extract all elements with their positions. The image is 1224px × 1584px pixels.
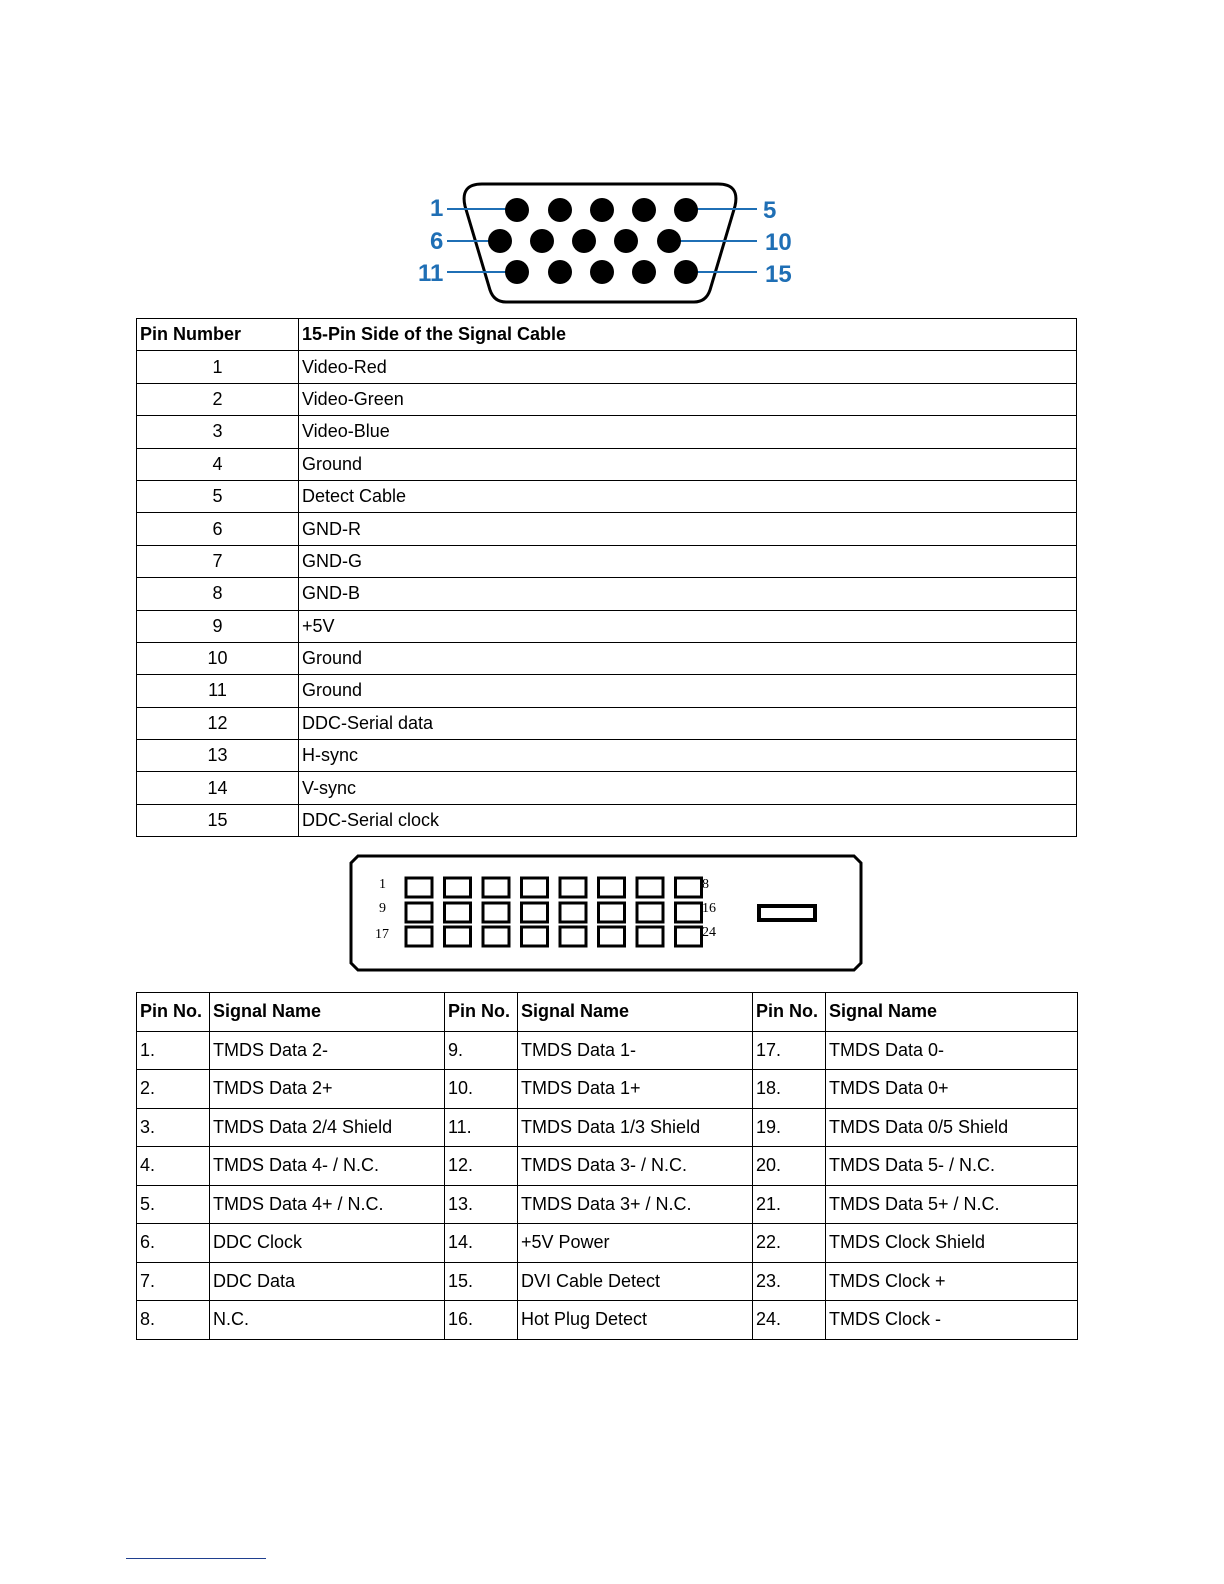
signal-name-cell: TMDS Clock + xyxy=(826,1262,1078,1301)
pin-no-cell: 10. xyxy=(445,1070,518,1109)
vga-pin xyxy=(632,260,656,284)
signal-cell: H-sync xyxy=(299,740,1077,772)
table-row xyxy=(137,1031,1078,1070)
dvi-pin xyxy=(406,878,432,897)
signal-name-cell: TMDS Data 0/5 Shield xyxy=(826,1108,1078,1147)
pin-number-cell: 7 xyxy=(137,545,299,577)
table-row xyxy=(137,448,1077,480)
vga-label-5: 5 xyxy=(763,197,777,224)
vga-table-body xyxy=(137,351,1077,837)
dvi-pin xyxy=(522,878,548,897)
signal-cell: +5V xyxy=(299,610,1077,642)
vga-label-1: 1 xyxy=(430,195,444,222)
vga-pin-table xyxy=(136,318,1077,837)
table-row xyxy=(137,740,1077,772)
table-row xyxy=(137,578,1077,610)
dvi-pin-table xyxy=(136,992,1078,1340)
signal-name-cell: TMDS Clock Shield xyxy=(826,1224,1078,1263)
pin-number-cell: 2 xyxy=(137,383,299,415)
dvi-label-8: 8 xyxy=(702,877,709,892)
table-row xyxy=(137,675,1077,707)
table-row xyxy=(137,804,1077,836)
pin-no-cell: 2. xyxy=(137,1070,210,1109)
signal-name-cell: TMDS Clock - xyxy=(826,1301,1078,1340)
pin-number-cell: 15 xyxy=(137,804,299,836)
dvi-table-body xyxy=(137,1031,1078,1339)
column-header-pin-no: Pin No. xyxy=(753,993,826,1032)
vga-pins xyxy=(488,198,698,284)
vga-pin xyxy=(548,260,572,284)
vga-pin xyxy=(488,229,512,253)
table-row xyxy=(137,351,1077,383)
vga-pin xyxy=(674,260,698,284)
signal-name-cell: TMDS Data 1+ xyxy=(518,1070,753,1109)
column-header-signal: 15-Pin Side of the Signal Cable xyxy=(299,319,1077,351)
pin-no-cell: 21. xyxy=(753,1185,826,1224)
table-row xyxy=(137,610,1077,642)
dvi-label-1: 1 xyxy=(379,877,386,892)
dvi-pins xyxy=(406,878,702,946)
dvi-pin xyxy=(445,927,471,946)
pin-number-cell: 9 xyxy=(137,610,299,642)
pin-no-cell: 19. xyxy=(753,1108,826,1147)
table-row xyxy=(137,545,1077,577)
signal-name-cell: N.C. xyxy=(210,1301,445,1340)
pin-no-cell: 22. xyxy=(753,1224,826,1263)
signal-cell: Video-Green xyxy=(299,383,1077,415)
table-row xyxy=(137,1070,1078,1109)
dvi-pin xyxy=(599,878,625,897)
signal-cell: V-sync xyxy=(299,772,1077,804)
dvi-pin xyxy=(522,903,548,922)
signal-cell: Detect Cable xyxy=(299,480,1077,512)
signal-name-cell: TMDS Data 4+ / N.C. xyxy=(210,1185,445,1224)
signal-cell: Ground xyxy=(299,642,1077,674)
footnote-separator xyxy=(126,1558,266,1559)
pin-no-cell: 8. xyxy=(137,1301,210,1340)
pin-no-cell: 20. xyxy=(753,1147,826,1186)
signal-name-cell: TMDS Data 0+ xyxy=(826,1070,1078,1109)
signal-cell: DDC-Serial data xyxy=(299,707,1077,739)
vga-pin xyxy=(590,260,614,284)
vga-label-6: 6 xyxy=(430,228,444,255)
pin-no-cell: 6. xyxy=(137,1224,210,1263)
signal-cell: Video-Red xyxy=(299,351,1077,383)
signal-cell: GND-R xyxy=(299,513,1077,545)
vga-label-11: 11 xyxy=(418,260,444,287)
dvi-pin xyxy=(483,927,509,946)
dvi-pin xyxy=(483,903,509,922)
table-row xyxy=(137,416,1077,448)
pin-no-cell: 14. xyxy=(445,1224,518,1263)
dvi-pin xyxy=(406,903,432,922)
pin-no-cell: 7. xyxy=(137,1262,210,1301)
pin-number-cell: 12 xyxy=(137,707,299,739)
signal-cell: GND-G xyxy=(299,545,1077,577)
signal-name-cell: TMDS Data 3- / N.C. xyxy=(518,1147,753,1186)
pin-no-cell: 5. xyxy=(137,1185,210,1224)
table-row xyxy=(137,513,1077,545)
dvi-pin xyxy=(676,903,702,922)
signal-name-cell: +5V Power xyxy=(518,1224,753,1263)
dvi-flat-blade xyxy=(759,906,815,920)
pin-no-cell: 15. xyxy=(445,1262,518,1301)
dvi-pin xyxy=(599,927,625,946)
signal-name-cell: DDC Clock xyxy=(210,1224,445,1263)
column-header-pin-number: Pin Number xyxy=(137,319,299,351)
signal-name-cell: TMDS Data 2/4 Shield xyxy=(210,1108,445,1147)
pin-number-cell: 3 xyxy=(137,416,299,448)
dvi-pin xyxy=(676,878,702,897)
pin-number-cell: 4 xyxy=(137,448,299,480)
vga-pin xyxy=(590,198,614,222)
dvi-connector-outline xyxy=(351,856,861,970)
pin-no-cell: 23. xyxy=(753,1262,826,1301)
table-header-row xyxy=(137,993,1078,1032)
pin-number-cell: 14 xyxy=(137,772,299,804)
dvi-label-17: 17 xyxy=(375,927,389,942)
dvi-label-16: 16 xyxy=(702,901,716,916)
column-header-pin-no: Pin No. xyxy=(137,993,210,1032)
signal-name-cell: TMDS Data 1- xyxy=(518,1031,753,1070)
vga-label-10: 10 xyxy=(765,229,792,256)
pin-no-cell: 3. xyxy=(137,1108,210,1147)
pin-number-cell: 13 xyxy=(137,740,299,772)
table-header-row xyxy=(137,319,1077,351)
signal-name-cell: TMDS Data 4- / N.C. xyxy=(210,1147,445,1186)
vga-pin xyxy=(657,229,681,253)
pin-no-cell: 13. xyxy=(445,1185,518,1224)
pin-number-cell: 6 xyxy=(137,513,299,545)
column-header-signal-name: Signal Name xyxy=(518,993,753,1032)
dvi-pin xyxy=(560,878,586,897)
vga-pin xyxy=(548,198,572,222)
dvi-pin xyxy=(522,927,548,946)
table-row xyxy=(137,383,1077,415)
pin-number-cell: 8 xyxy=(137,578,299,610)
pin-no-cell: 4. xyxy=(137,1147,210,1186)
signal-cell: GND-B xyxy=(299,578,1077,610)
column-header-signal-name: Signal Name xyxy=(826,993,1078,1032)
signal-name-cell: TMDS Data 1/3 Shield xyxy=(518,1108,753,1147)
dvi-pin xyxy=(637,878,663,897)
signal-name-cell: TMDS Data 2- xyxy=(210,1031,445,1070)
vga-connector-diagram xyxy=(410,172,810,312)
pin-no-cell: 24. xyxy=(753,1301,826,1340)
vga-label-15: 15 xyxy=(765,261,792,288)
signal-name-cell: DVI Cable Detect xyxy=(518,1262,753,1301)
signal-name-cell: TMDS Data 2+ xyxy=(210,1070,445,1109)
pin-no-cell: 17. xyxy=(753,1031,826,1070)
table-row xyxy=(137,480,1077,512)
pin-no-cell: 11. xyxy=(445,1108,518,1147)
signal-name-cell: TMDS Data 5+ / N.C. xyxy=(826,1185,1078,1224)
dvi-pin xyxy=(560,903,586,922)
signal-cell: Ground xyxy=(299,675,1077,707)
table-row xyxy=(137,1301,1078,1340)
dvi-pin xyxy=(445,903,471,922)
signal-name-cell: Hot Plug Detect xyxy=(518,1301,753,1340)
dvi-pin xyxy=(637,927,663,946)
dvi-connector-diagram xyxy=(348,852,864,974)
table-row xyxy=(137,1147,1078,1186)
table-row xyxy=(137,1224,1078,1263)
dvi-label-24: 24 xyxy=(702,925,716,940)
vga-pin xyxy=(505,260,529,284)
vga-pin xyxy=(614,229,638,253)
vga-pin xyxy=(674,198,698,222)
table-row xyxy=(137,1185,1078,1224)
column-header-pin-no: Pin No. xyxy=(445,993,518,1032)
pin-no-cell: 1. xyxy=(137,1031,210,1070)
pin-number-cell: 11 xyxy=(137,675,299,707)
pin-number-cell: 5 xyxy=(137,480,299,512)
signal-name-cell: TMDS Data 5- / N.C. xyxy=(826,1147,1078,1186)
table-row xyxy=(137,772,1077,804)
column-header-signal-name: Signal Name xyxy=(210,993,445,1032)
table-row xyxy=(137,1108,1078,1147)
dvi-pin xyxy=(637,903,663,922)
table-row xyxy=(137,642,1077,674)
dvi-pin xyxy=(406,927,432,946)
vga-pin xyxy=(530,229,554,253)
vga-pin xyxy=(505,198,529,222)
dvi-pin xyxy=(483,878,509,897)
table-row xyxy=(137,707,1077,739)
dvi-label-9: 9 xyxy=(379,901,386,916)
signal-cell: Video-Blue xyxy=(299,416,1077,448)
pin-no-cell: 9. xyxy=(445,1031,518,1070)
signal-cell: DDC-Serial clock xyxy=(299,804,1077,836)
dvi-pin xyxy=(676,927,702,946)
signal-cell: Ground xyxy=(299,448,1077,480)
pin-number-cell: 1 xyxy=(137,351,299,383)
pin-no-cell: 12. xyxy=(445,1147,518,1186)
signal-name-cell: TMDS Data 0- xyxy=(826,1031,1078,1070)
signal-name-cell: DDC Data xyxy=(210,1262,445,1301)
dvi-pin xyxy=(599,903,625,922)
vga-pin xyxy=(572,229,596,253)
vga-pin xyxy=(632,198,656,222)
dvi-pin xyxy=(560,927,586,946)
pin-no-cell: 16. xyxy=(445,1301,518,1340)
pin-no-cell: 18. xyxy=(753,1070,826,1109)
signal-name-cell: TMDS Data 3+ / N.C. xyxy=(518,1185,753,1224)
table-row xyxy=(137,1262,1078,1301)
pin-number-cell: 10 xyxy=(137,642,299,674)
dvi-pin xyxy=(445,878,471,897)
